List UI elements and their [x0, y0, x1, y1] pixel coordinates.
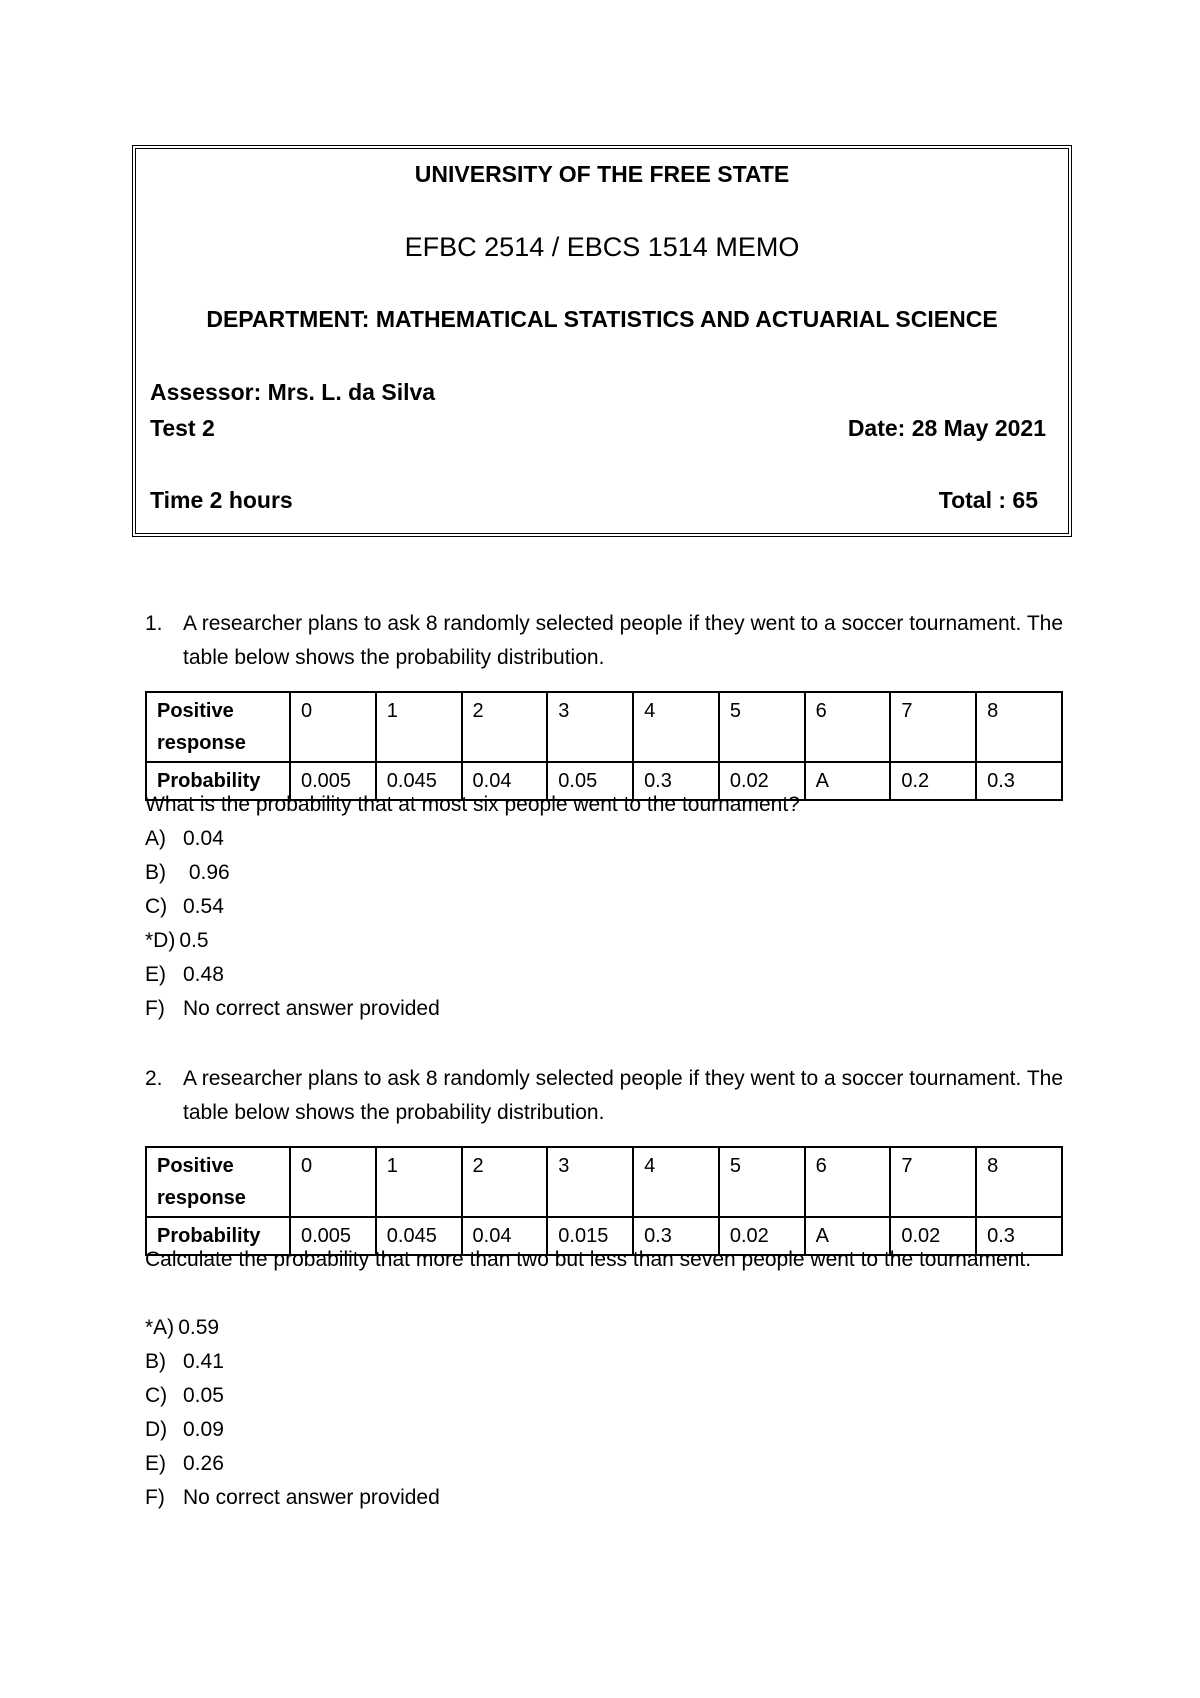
answer-option [145, 1481, 440, 1515]
table-cell: 0.02 [890, 1217, 976, 1255]
question-stem-text: A researcher plans to ask 8 randomly selected people if they went to a soccer tournament. The table below shows the probability distribution. [183, 612, 1063, 669]
table-cell: 3 [547, 1147, 633, 1217]
answer-option [145, 992, 440, 1026]
question-2-text: Calculate the probability that more than two but less than seven people went to the tournament. [145, 1248, 1032, 1271]
question-stem-text: A researcher plans to ask 8 randomly selected people if they went to a soccer tournament. The table below shows the probability distribution. [183, 1067, 1063, 1124]
table-cell: 6 [805, 692, 891, 762]
table-cell: 5 [719, 1147, 805, 1217]
option-letter: F) [145, 997, 165, 1020]
option-text: 0.48 [183, 963, 224, 986]
table-cell: 0.3 [633, 762, 719, 800]
table-cell: 7 [890, 692, 976, 762]
table-cell: 0.045 [376, 762, 462, 800]
table-cell: 0.3 [976, 762, 1062, 800]
question-2-options [145, 1311, 440, 1515]
header-box [132, 145, 1072, 537]
table-row [146, 692, 1062, 762]
option-text: 0.59 [178, 1316, 220, 1339]
option-letter: A) [145, 827, 166, 850]
table-cell: 0.015 [547, 1217, 633, 1255]
table-cell: 8 [976, 1147, 1062, 1217]
table-cell: 0.04 [462, 1217, 548, 1255]
option-text: 0.04 [183, 827, 224, 850]
option-letter: B) [145, 861, 166, 884]
question-number: 1. [145, 612, 163, 635]
answer-option [145, 1413, 440, 1447]
table-cell: 6 [805, 1147, 891, 1217]
time-total-row [150, 487, 1046, 514]
option-letter: C) [145, 1384, 168, 1407]
assessor: Assessor: Mrs. L. da Silva [150, 379, 436, 405]
answer-option [145, 1447, 440, 1481]
test-total: Total : 65 [938, 487, 1038, 513]
option-text: 0.96 [183, 861, 230, 884]
table-cell: 0.05 [547, 762, 633, 800]
option-text: 0.41 [183, 1350, 224, 1373]
table-cell: 0.005 [290, 762, 376, 800]
row-label: Positive response [146, 692, 290, 762]
option-letter: B) [145, 1350, 166, 1373]
answer-option [145, 958, 440, 992]
answer-option [145, 890, 440, 924]
table-cell: 5 [719, 692, 805, 762]
question-1-distribution-table [145, 691, 1063, 801]
table-cell: 0 [290, 1147, 376, 1217]
question-1-text: What is the probability that at most six people went to the tournament? [145, 793, 800, 816]
question-number: 2. [145, 1067, 163, 1090]
table-cell: 7 [890, 1147, 976, 1217]
assessor-row [150, 379, 1046, 406]
table-cell: 4 [633, 692, 719, 762]
row-label: Probability [146, 762, 290, 800]
test-date-row [150, 415, 1046, 442]
option-text: 0.54 [183, 895, 224, 918]
table-cell: A [805, 1217, 891, 1255]
answer-option-correct [145, 924, 440, 958]
table-cell: 0.02 [719, 1217, 805, 1255]
option-letter: F) [145, 1486, 165, 1509]
table-cell: 0.005 [290, 1217, 376, 1255]
answer-option [145, 1345, 440, 1379]
question-2-stem [145, 1062, 1063, 1130]
row-label: Probability [146, 1217, 290, 1255]
table-cell: 1 [376, 1147, 462, 1217]
course-code: EFBC 2514 / EBCS 1514 MEMO [404, 232, 800, 262]
table-row [146, 1147, 1062, 1217]
table-cell: 2 [462, 692, 548, 762]
question-2-distribution-table [145, 1146, 1063, 1256]
test-number: Test 2 [150, 415, 215, 441]
department: DEPARTMENT: MATHEMATICAL STATISTICS AND ACTUARIAL SCIENCE [206, 306, 998, 332]
table-cell: A [805, 762, 891, 800]
table-cell: 3 [547, 692, 633, 762]
question-1-stem [145, 607, 1063, 675]
answer-option [145, 822, 440, 856]
table-cell: 2 [462, 1147, 548, 1217]
option-text: No correct answer provided [183, 997, 440, 1020]
option-letter: *D) [145, 929, 176, 952]
table-cell: 0.045 [376, 1217, 462, 1255]
table-cell: 0.3 [976, 1217, 1062, 1255]
option-letter: D) [145, 1418, 168, 1441]
option-letter: E) [145, 1452, 166, 1475]
university-name: UNIVERSITY OF THE FREE STATE [414, 161, 790, 187]
answer-option [145, 856, 440, 890]
answer-option [145, 1379, 440, 1413]
table-cell: 0 [290, 692, 376, 762]
test-time: Time 2 hours [150, 487, 293, 513]
table-cell: 0.02 [719, 762, 805, 800]
option-text: 0.26 [183, 1452, 224, 1475]
table-cell: 0.2 [890, 762, 976, 800]
test-date: Date: 28 May 2021 [847, 415, 1046, 441]
table-cell: 8 [976, 692, 1062, 762]
option-text: 0.09 [183, 1418, 224, 1441]
table-cell: 4 [633, 1147, 719, 1217]
table-cell: 0.04 [462, 762, 548, 800]
row-label: Positive response [146, 1147, 290, 1217]
answer-option-correct [145, 1311, 440, 1345]
option-text: 0.5 [179, 929, 209, 952]
table-cell: 0.3 [633, 1217, 719, 1255]
option-letter: *A) [145, 1316, 175, 1339]
table-cell: 1 [376, 692, 462, 762]
option-text: 0.05 [183, 1384, 224, 1407]
question-1-options [145, 822, 440, 1026]
option-letter: E) [145, 963, 166, 986]
option-text: No correct answer provided [183, 1486, 440, 1509]
option-letter: C) [145, 895, 168, 918]
